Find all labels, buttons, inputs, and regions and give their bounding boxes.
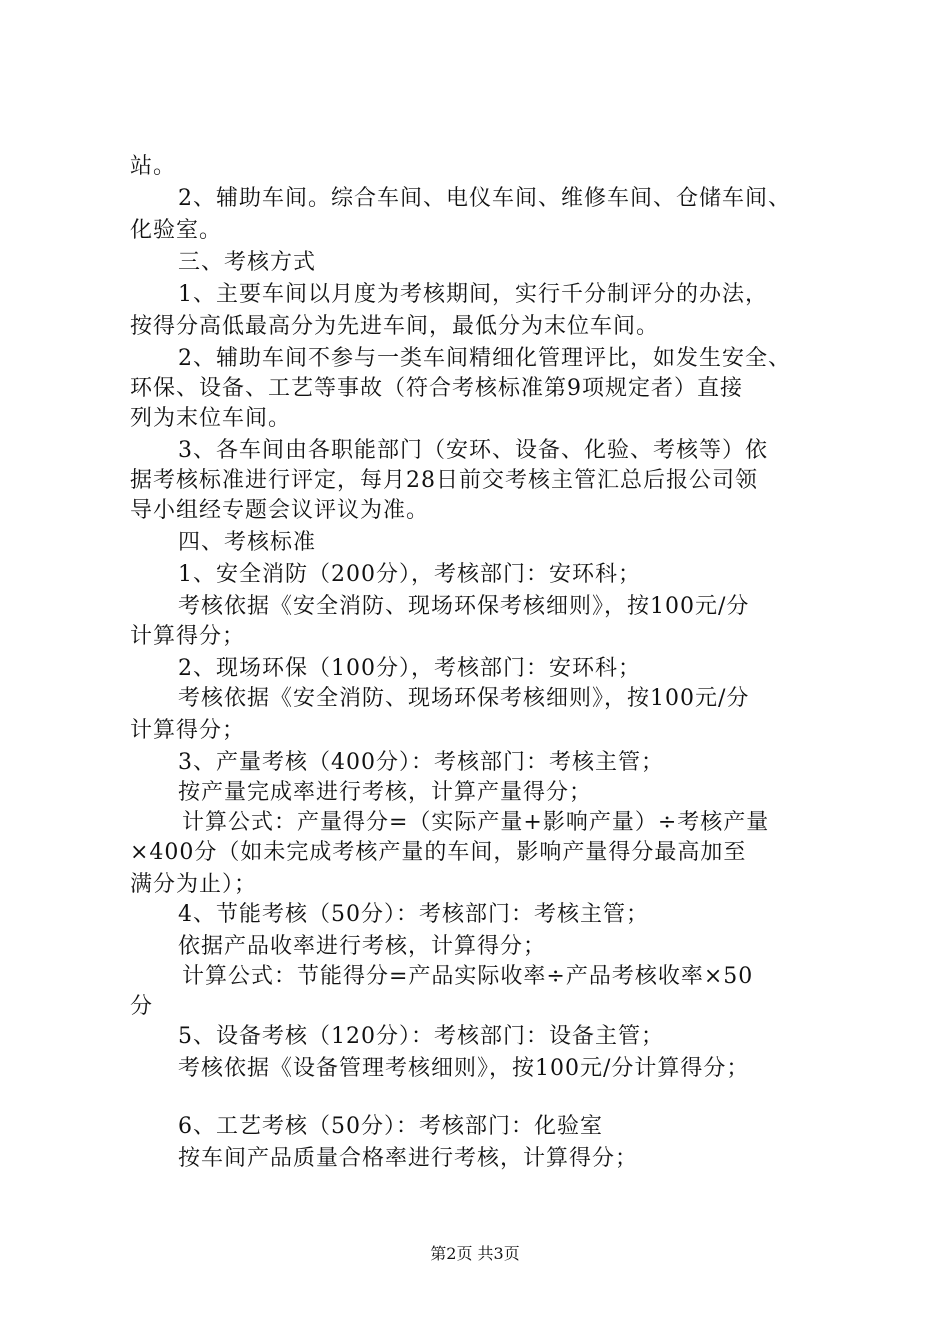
text-line: 2、辅助车间。综合车间、电仪车间、维修车间、仓储车间、 <box>178 186 791 211</box>
text-line: 列为末位车间。 <box>130 406 292 431</box>
text-line: 考核依据《安全消防、现场环保考核细则》，按100元/分 <box>178 686 750 711</box>
text-line: 计算公式：产量得分=（实际产量+影响产量）÷考核产量 <box>182 810 770 835</box>
text-line: 计算公式：节能得分=产品实际收率÷产品考核收率×50 <box>182 964 754 989</box>
text-line: 依据产品收率进行考核，计算得分； <box>178 934 547 959</box>
text-line: 按车间产品质量合格率进行考核，计算得分； <box>178 1146 639 1171</box>
text-line: 6、工艺考核（50分）：考核部门：化验室 <box>178 1114 603 1139</box>
text-line: 分 <box>130 994 154 1019</box>
text-line: 按得分高低最高分为先进车间，最低分为末位车间。 <box>130 314 660 339</box>
text-line: 环保、设备、工艺等事故（符合考核标准第9项规定者）直接 <box>130 376 743 401</box>
text-line: 满分为止）； <box>130 872 258 897</box>
text-line: 站。 <box>130 154 177 179</box>
text-line: 1、主要车间以月度为考核期间，实行千分制评分的办法， <box>178 282 768 307</box>
text-line: 2、现场环保（100分），考核部门：安环科； <box>178 656 641 681</box>
text-line: 5、设备考核（120分）：考核部门：设备主管； <box>178 1024 664 1049</box>
text-line: 考核依据《安全消防、现场环保考核细则》，按100元/分 <box>178 594 750 619</box>
text-line: 1、安全消防（200分），考核部门：安环科； <box>178 562 641 587</box>
text-line: 2、辅助车间不参与一类车间精细化管理评比，如发生安全、 <box>178 346 791 371</box>
section-heading: 三、考核方式 <box>178 250 317 275</box>
text-line: 计算得分； <box>130 718 246 743</box>
text-line: 导小组经专题会议评议为准。 <box>130 498 430 523</box>
section-heading: 四、考核标准 <box>178 530 317 555</box>
page-number-footer: 第2页 共3页 <box>430 1244 520 1263</box>
text-line: 据考核标准进行评定，每月28日前交考核主管汇总后报公司领 <box>130 468 758 493</box>
text-line: 4、节能考核（50分）：考核部门：考核主管； <box>178 902 649 927</box>
text-line: 计算得分； <box>130 624 246 649</box>
text-line: 3、各车间由各职能部门（安环、设备、化验、考核等）依 <box>178 438 768 463</box>
text-line: 考核依据《设备管理考核细则》，按100元/分计算得分； <box>178 1056 750 1081</box>
text-line: 3、产量考核（400分）：考核部门：考核主管； <box>178 750 664 775</box>
text-line: 按产量完成率进行考核，计算产量得分； <box>178 780 593 805</box>
text-line: 化验室。 <box>130 218 223 243</box>
text-line: ×400分（如未完成考核产量的车间，影响产量得分最高加至 <box>130 840 747 865</box>
